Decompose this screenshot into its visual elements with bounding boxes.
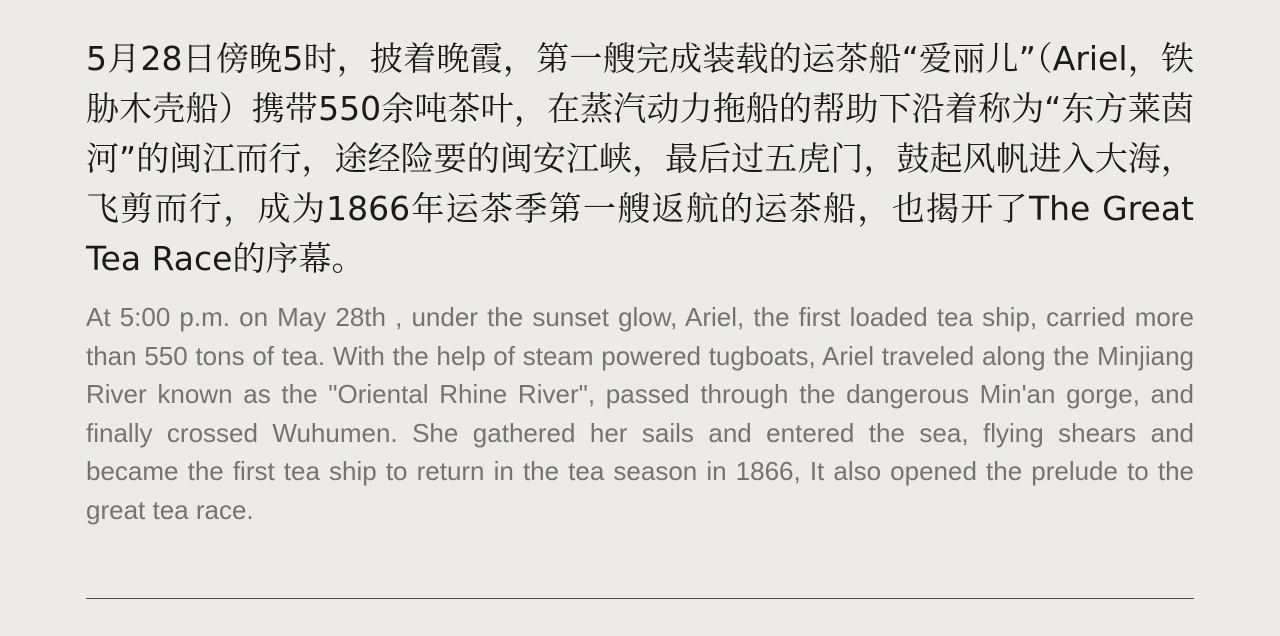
horizontal-rule xyxy=(86,598,1194,599)
text-block xyxy=(86,34,1194,529)
english-paragraph: At 5:00 p.m. on May 28th , under the sunset glow, Ariel, the first loaded tea ship, carried more than 550 tons of tea. With the help of steam powered tugboats, Ariel traveled along the Minjiang River known as the "Oriental Rhine River", passed through the dangerous Min'an gorge, and finally crossed Wuhumen. She gathered her sails and entered the sea, flying shears and became the first tea ship to return in the tea season in 1866, It also opened the prelude to the great tea race. xyxy=(86,302,1194,525)
chinese-paragraph: 5月28日傍晚5时，披着晚霞，第一艘完成装载的运茶船“爱丽儿”（Ariel，铁胁木壳船）携带550余吨茶叶，在蒸汽动力拖船的帮助下沿着称为“东方莱茵河”的闽江而行，途经险要的闽安江峡，最后过五虎门，鼓起风帆进入大海，飞剪而行，成为1866年运茶季第一艘返航的运茶船，也揭开了The Great Tea Race的序幕。 xyxy=(86,39,1194,278)
